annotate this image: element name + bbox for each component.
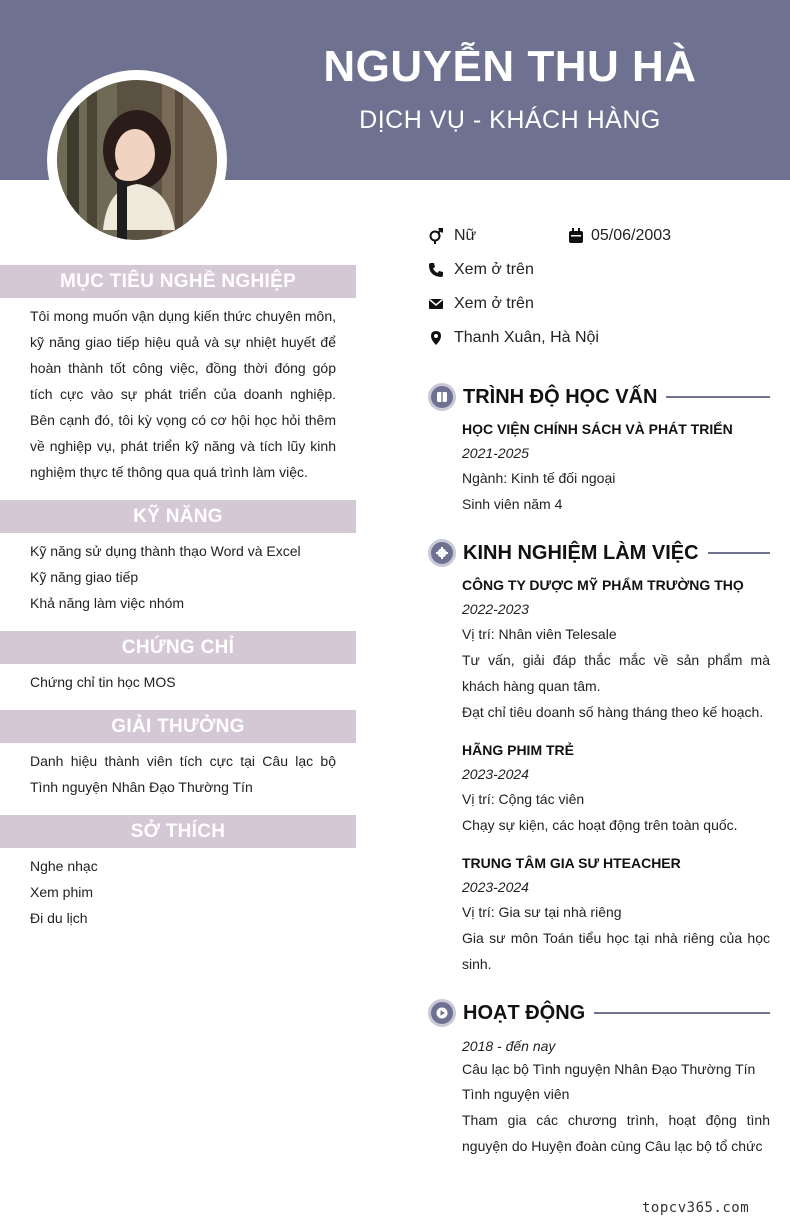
gender-icon	[428, 228, 444, 244]
objective-text: Tôi mong muốn vận dụng kiến thức chuyên môn, kỹ năng giao tiếp hiệu quả và sự nhiệt huyết để hoàn thành tốt công việc, đồng thời đóng góp tích cực vào sự phát triển của doanh nghiệp. Bên cạnh đó, tôi kỳ vọng có cơ hội học hỏi thêm về nghiệp vụ, phát triển kỹ năng và tích lũy kinh nghiệm thực tế thông qua quá trình làm việc.	[30, 308, 336, 480]
job-period: 2023-2024	[462, 766, 529, 782]
contact-email	[428, 295, 534, 313]
experience-title: KINH NGHIỆM LÀM VIỆC	[463, 541, 699, 564]
birthday-value: 05/06/2003	[591, 227, 672, 244]
education-heading	[428, 382, 770, 412]
contact-address	[428, 329, 599, 347]
job-title: DỊCH VỤ - KHÁCH HÀNG	[359, 106, 661, 134]
calendar-icon	[568, 228, 584, 244]
contact-phone	[428, 261, 534, 279]
phone-icon	[428, 262, 444, 278]
education-title: TRÌNH ĐỘ HỌC VẤN	[463, 385, 658, 408]
location-pin-icon	[428, 330, 444, 346]
address-value: Thanh Xuân, Hà Nội	[454, 329, 599, 346]
certificates-heading: CHỨNG CHỈ	[0, 631, 356, 664]
job-position: Vị trí: Nhân viên Telesale	[462, 626, 617, 642]
gear-icon	[428, 539, 456, 567]
job-company: TRUNG TÂM GIA SƯ HTEACHER	[462, 855, 681, 871]
experience-heading	[428, 538, 770, 568]
list-item: Khả năng làm việc nhóm	[30, 595, 185, 611]
job-period: 2023-2024	[462, 879, 529, 895]
candidate-name: NGUYỄN THU HÀ	[323, 42, 697, 91]
awards-text: Danh hiệu thành viên tích cực tại Câu lạc bộ Tình nguyện Nhân Đạo Thường Tín	[30, 753, 336, 795]
job-description: Chạy sự kiện, các hoạt động trên toàn quốc.	[462, 817, 738, 833]
education-major: Ngành: Kinh tế đối ngoại	[462, 470, 616, 486]
skills-heading: KỸ NĂNG	[0, 500, 356, 533]
objective-heading: MỤC TIÊU NGHỀ NGHIỆP	[0, 265, 356, 298]
avatar	[57, 80, 217, 240]
education-school: HỌC VIỆN CHÍNH SÁCH VÀ PHÁT TRIỂN	[462, 421, 733, 437]
heading-divider	[708, 552, 770, 554]
list-item: Nghe nhạc	[30, 858, 98, 874]
job-position: Vị trí: Gia sư tại nhà riêng	[462, 904, 622, 920]
list-item: Chứng chỉ tin học MOS	[30, 674, 176, 690]
job-company: CÔNG TY DƯỢC MỸ PHẨM TRƯỜNG THỌ	[462, 577, 744, 593]
gender-value: Nữ	[454, 227, 477, 244]
list-item: Xem phim	[30, 884, 94, 900]
job-description: Gia sư môn Toán tiểu học tại nhà riêng của học sinh.	[462, 930, 770, 972]
contact-birthday	[568, 227, 671, 245]
job-position: Vị trí: Cộng tác viên	[462, 791, 585, 807]
watermark: topcv365.com	[642, 1200, 750, 1216]
email-value: Xem ở trên	[454, 295, 534, 312]
email-icon	[428, 296, 444, 312]
job-period: 2022-2023	[462, 601, 529, 617]
activities-title: HOẠT ĐỘNG	[463, 1001, 586, 1024]
person-photo-icon	[57, 80, 217, 240]
list-item: Kỹ năng giao tiếp	[30, 569, 139, 585]
education-status: Sinh viên năm 4	[462, 496, 563, 512]
job-company: HÃNG PHIM TRẺ	[462, 742, 574, 758]
phone-value: Xem ở trên	[454, 261, 534, 278]
activity-period: 2018 - đến nay	[462, 1038, 556, 1054]
play-icon	[428, 999, 456, 1027]
contact-gender	[428, 227, 476, 245]
job-description: Tư vấn, giải đáp thắc mắc về sản phẩm mà khách hàng quan tâm.	[462, 652, 770, 694]
job-description: Đạt chỉ tiêu doanh số hàng tháng theo kế hoạch.	[462, 704, 764, 720]
hobbies-heading: SỞ THÍCH	[0, 815, 356, 848]
activities-heading	[428, 998, 770, 1028]
list-item: Kỹ năng sử dụng thành thạo Word và Excel	[30, 543, 301, 559]
awards-heading: GIẢI THƯỞNG	[0, 710, 356, 743]
activity-role: Tình nguyện viên	[462, 1086, 570, 1102]
heading-divider	[666, 396, 770, 398]
list-item: Đi du lịch	[30, 910, 88, 926]
activity-org: Câu lạc bộ Tình nguyện Nhân Đạo Thường Tín	[462, 1061, 756, 1077]
heading-divider	[594, 1012, 770, 1014]
education-period: 2021-2025	[462, 445, 529, 461]
activity-description: Tham gia các chương trình, hoạt động tình nguyện do Huyện đoàn cùng Câu lạc bộ tổ chức	[462, 1112, 770, 1154]
book-icon	[428, 383, 456, 411]
